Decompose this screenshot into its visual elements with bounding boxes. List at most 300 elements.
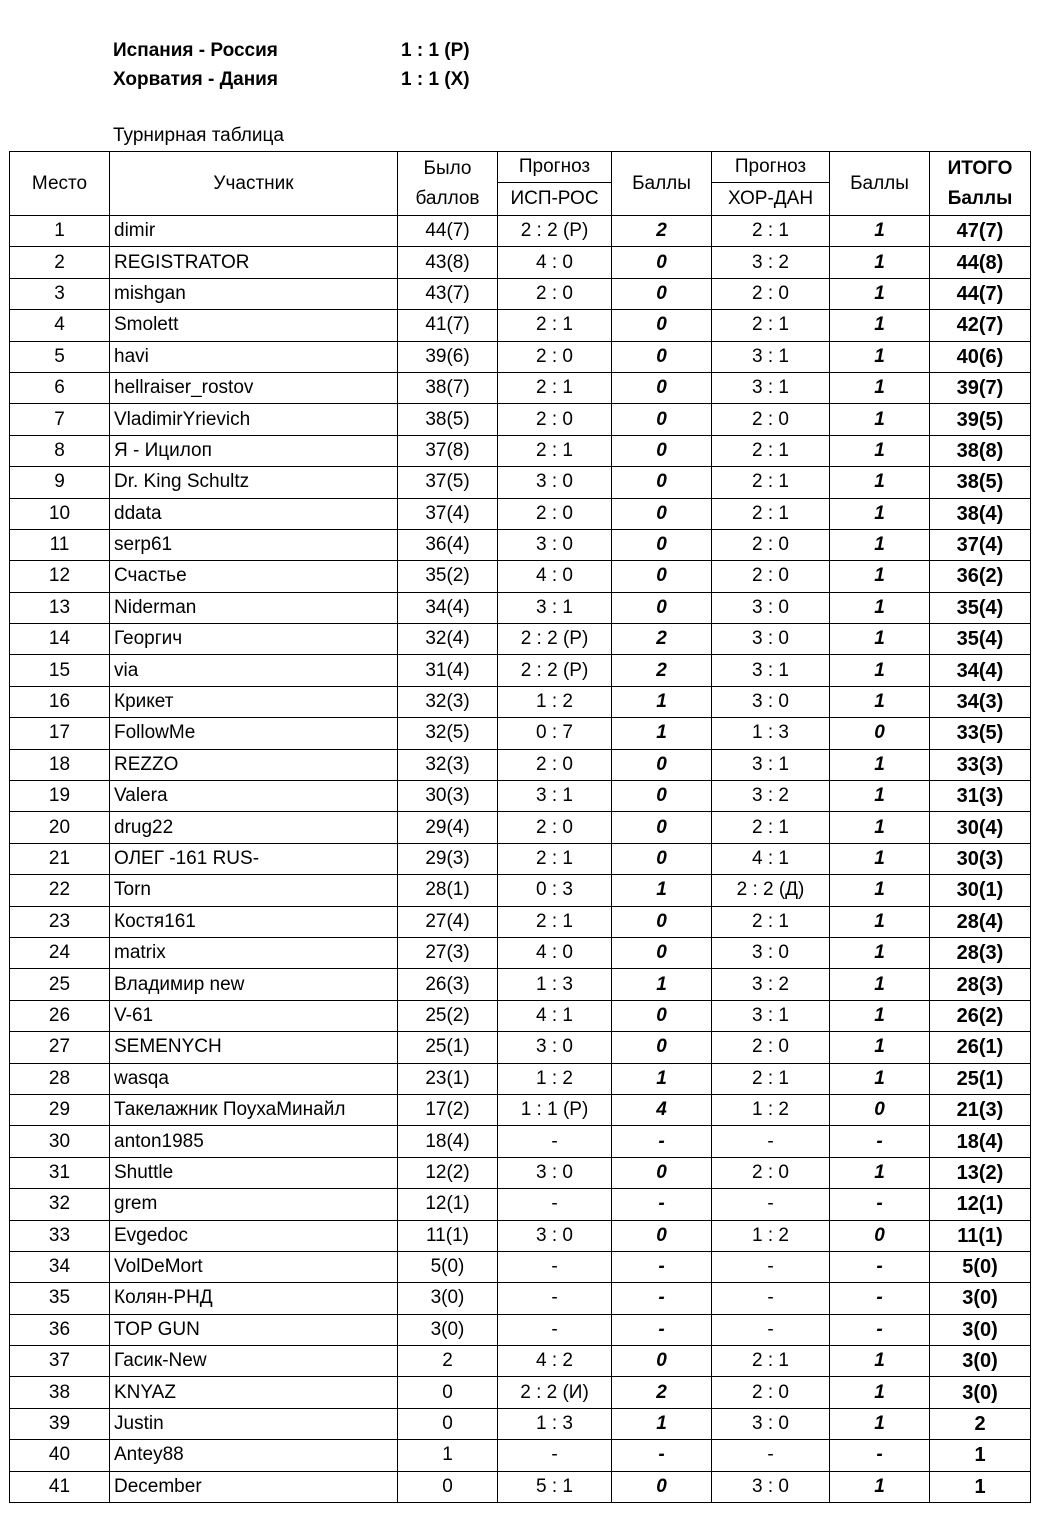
header-forecast2-match: ХОР-ДАН [712, 183, 830, 216]
points2-cell: 1 [830, 1000, 930, 1031]
had-points-cell: 27(4) [398, 906, 498, 937]
points2-cell: 1 [830, 561, 930, 592]
header-total-line2: Баллы [947, 187, 1013, 209]
points2-cell: 1 [830, 498, 930, 529]
points1-cell: 0 [612, 310, 712, 341]
participant-cell: December [110, 1471, 398, 1502]
points2-cell: 1 [830, 216, 930, 247]
forecast2-cell: 2 : 1 [712, 812, 830, 843]
points2-cell: - [830, 1440, 930, 1471]
table-row [10, 624, 1031, 655]
total-cell: 34(4) [930, 655, 1031, 686]
points2-cell: 1 [830, 937, 930, 968]
forecast1-cell: 2 : 1 [498, 906, 612, 937]
forecast2-cell: 2 : 1 [712, 310, 830, 341]
total-cell: 40(6) [930, 341, 1031, 372]
place-cell: 19 [10, 781, 110, 812]
table-row [10, 216, 1031, 247]
points2-cell: 1 [830, 1377, 930, 1408]
forecast1-cell: 3 : 0 [498, 1220, 612, 1251]
points1-cell: 0 [612, 1346, 712, 1377]
points1-cell: 0 [612, 435, 712, 466]
place-cell: 4 [10, 310, 110, 341]
participant-cell: Torn [110, 875, 398, 906]
participant-cell: ОЛЕГ -161 RUS- [110, 843, 398, 874]
points2-cell: 1 [830, 969, 930, 1000]
total-cell: 34(3) [930, 686, 1031, 717]
forecast1-cell: 2 : 1 [498, 435, 612, 466]
had-points-cell: 0 [398, 1471, 498, 1502]
forecast2-cell: 1 : 3 [712, 718, 830, 749]
table-row [10, 1000, 1031, 1031]
participant-cell: Niderman [110, 592, 398, 623]
forecast2-cell: - [712, 1251, 830, 1282]
total-cell: 28(4) [930, 906, 1031, 937]
forecast1-cell: 2 : 1 [498, 310, 612, 341]
total-cell: 28(3) [930, 969, 1031, 1000]
participant-cell: wasqa [110, 1063, 398, 1094]
points2-cell: 1 [830, 1157, 930, 1188]
header-points1: Баллы [612, 152, 712, 216]
table-row [10, 1251, 1031, 1282]
points1-cell: 2 [612, 624, 712, 655]
participant-cell: Гасик-New [110, 1346, 398, 1377]
had-points-cell: 25(2) [398, 1000, 498, 1031]
points2-cell: 1 [830, 529, 930, 560]
place-cell: 23 [10, 906, 110, 937]
place-cell: 25 [10, 969, 110, 1000]
forecast2-cell: 3 : 0 [712, 592, 830, 623]
forecast2-cell: 2 : 0 [712, 278, 830, 309]
total-cell: 38(4) [930, 498, 1031, 529]
forecast2-cell: - [712, 1283, 830, 1314]
forecast2-cell: 3 : 0 [712, 937, 830, 968]
participant-cell: dimir [110, 216, 398, 247]
points1-cell: 1 [612, 969, 712, 1000]
had-points-cell: 39(6) [398, 341, 498, 372]
header-total [930, 152, 1031, 216]
had-points-cell: 0 [398, 1377, 498, 1408]
points1-cell: 2 [612, 655, 712, 686]
place-cell: 26 [10, 1000, 110, 1031]
forecast1-cell: 4 : 0 [498, 937, 612, 968]
had-points-cell: 32(4) [398, 624, 498, 655]
match-result-1 [113, 36, 533, 65]
table-row [10, 843, 1031, 874]
total-cell: 3(0) [930, 1314, 1031, 1345]
total-cell: 21(3) [930, 1094, 1031, 1125]
forecast2-cell: - [712, 1314, 830, 1345]
forecast2-cell: 3 : 0 [712, 686, 830, 717]
points1-cell: 0 [612, 341, 712, 372]
header-had-line1: Было [423, 157, 472, 179]
match-results [113, 36, 533, 94]
points1-cell: 1 [612, 686, 712, 717]
place-cell: 29 [10, 1094, 110, 1125]
participant-cell: Я - Ицилоп [110, 435, 398, 466]
header-had-points [398, 152, 498, 216]
participant-cell: Evgedoc [110, 1220, 398, 1251]
points1-cell: 0 [612, 1157, 712, 1188]
forecast2-cell: 3 : 2 [712, 247, 830, 278]
points2-cell: 1 [830, 843, 930, 874]
participant-cell: Крикет [110, 686, 398, 717]
participant-cell: Владимир new [110, 969, 398, 1000]
points2-cell: 1 [830, 592, 930, 623]
forecast1-cell: 3 : 0 [498, 1157, 612, 1188]
points1-cell: 0 [612, 812, 712, 843]
place-cell: 12 [10, 561, 110, 592]
forecast1-cell: 5 : 1 [498, 1471, 612, 1502]
forecast1-cell: 3 : 0 [498, 467, 612, 498]
forecast2-cell: 2 : 1 [712, 216, 830, 247]
total-cell: 39(5) [930, 404, 1031, 435]
table-row [10, 1346, 1031, 1377]
points1-cell: 1 [612, 1063, 712, 1094]
participant-cell: serp61 [110, 529, 398, 560]
had-points-cell: 2 [398, 1346, 498, 1377]
forecast1-cell: 2 : 0 [498, 812, 612, 843]
points2-cell: 1 [830, 1063, 930, 1094]
forecast1-cell: 0 : 3 [498, 875, 612, 906]
had-points-cell: 41(7) [398, 310, 498, 341]
points1-cell: 0 [612, 247, 712, 278]
table-row [10, 969, 1031, 1000]
forecast2-cell: 2 : 1 [712, 467, 830, 498]
place-cell: 1 [10, 216, 110, 247]
match-teams: Хорватия - Дания [113, 69, 278, 90]
table-caption: Турнирная таблица [113, 125, 284, 146]
forecast1-cell: 4 : 1 [498, 1000, 612, 1031]
total-cell: 28(3) [930, 937, 1031, 968]
participant-cell: Dr. King Schultz [110, 467, 398, 498]
table-row [10, 875, 1031, 906]
had-points-cell: 27(3) [398, 937, 498, 968]
forecast2-cell: 4 : 1 [712, 843, 830, 874]
forecast1-cell: 4 : 0 [498, 247, 612, 278]
points2-cell: 1 [830, 310, 930, 341]
participant-cell: TOP GUN [110, 1314, 398, 1345]
forecast2-cell: 2 : 0 [712, 561, 830, 592]
participant-cell: mishgan [110, 278, 398, 309]
points1-cell: 0 [612, 529, 712, 560]
total-cell: 5(0) [930, 1251, 1031, 1282]
forecast2-cell: 2 : 0 [712, 1157, 830, 1188]
table-row [10, 1377, 1031, 1408]
place-cell: 35 [10, 1283, 110, 1314]
table-row [10, 1032, 1031, 1063]
table-row [10, 435, 1031, 466]
table-row [10, 781, 1031, 812]
total-cell: 44(8) [930, 247, 1031, 278]
forecast1-cell: 2 : 1 [498, 372, 612, 403]
place-cell: 36 [10, 1314, 110, 1345]
place-cell: 17 [10, 718, 110, 749]
points1-cell: 2 [612, 216, 712, 247]
place-cell: 7 [10, 404, 110, 435]
participant-cell: Justin [110, 1408, 398, 1439]
forecast1-cell: 2 : 0 [498, 404, 612, 435]
had-points-cell: 43(7) [398, 278, 498, 309]
table-row [10, 278, 1031, 309]
table-row [10, 467, 1031, 498]
total-cell: 2 [930, 1408, 1031, 1439]
forecast1-cell: 0 : 7 [498, 718, 612, 749]
place-cell: 20 [10, 812, 110, 843]
place-cell: 24 [10, 937, 110, 968]
forecast2-cell: 3 : 1 [712, 749, 830, 780]
participant-cell: Valera [110, 781, 398, 812]
table-header [10, 152, 1031, 216]
table-body [10, 216, 1031, 1503]
points1-cell: 0 [612, 404, 712, 435]
forecast2-cell: 3 : 0 [712, 624, 830, 655]
place-cell: 13 [10, 592, 110, 623]
had-points-cell: 29(4) [398, 812, 498, 843]
match-score: 1 : 1 (Р) [401, 40, 470, 61]
forecast1-cell: 3 : 1 [498, 592, 612, 623]
forecast1-cell: 1 : 3 [498, 1408, 612, 1439]
participant-cell: anton1985 [110, 1126, 398, 1157]
points1-cell: 1 [612, 1408, 712, 1439]
had-points-cell: 30(3) [398, 781, 498, 812]
place-cell: 33 [10, 1220, 110, 1251]
total-cell: 30(3) [930, 843, 1031, 874]
points2-cell: 1 [830, 341, 930, 372]
participant-cell: Георгич [110, 624, 398, 655]
points2-cell: 1 [830, 467, 930, 498]
place-cell: 39 [10, 1408, 110, 1439]
points2-cell: 1 [830, 404, 930, 435]
participant-cell: matrix [110, 937, 398, 968]
forecast1-cell: 2 : 2 (И) [498, 1377, 612, 1408]
total-cell: 3(0) [930, 1283, 1031, 1314]
place-cell: 28 [10, 1063, 110, 1094]
table-row [10, 529, 1031, 560]
had-points-cell: 17(2) [398, 1094, 498, 1125]
place-cell: 11 [10, 529, 110, 560]
participant-cell: Smolett [110, 310, 398, 341]
table-row [10, 718, 1031, 749]
points2-cell: - [830, 1126, 930, 1157]
participant-cell: hellraiser_rostov [110, 372, 398, 403]
total-cell: 18(4) [930, 1126, 1031, 1157]
had-points-cell: 23(1) [398, 1063, 498, 1094]
forecast1-cell: 2 : 2 (Р) [498, 216, 612, 247]
total-cell: 1 [930, 1471, 1031, 1502]
points1-cell: 2 [612, 1377, 712, 1408]
total-cell: 3(0) [930, 1346, 1031, 1377]
points2-cell: 1 [830, 278, 930, 309]
place-cell: 3 [10, 278, 110, 309]
points1-cell: 1 [612, 718, 712, 749]
forecast2-cell: 3 : 2 [712, 781, 830, 812]
forecast2-cell: 2 : 0 [712, 1377, 830, 1408]
had-points-cell: 44(7) [398, 216, 498, 247]
had-points-cell: 37(5) [398, 467, 498, 498]
header-forecast1-match: ИСП-РОС [498, 183, 612, 216]
points2-cell: - [830, 1283, 930, 1314]
points1-cell: 1 [612, 875, 712, 906]
points1-cell: 0 [612, 592, 712, 623]
forecast1-cell: 2 : 0 [498, 749, 612, 780]
forecast2-cell: 1 : 2 [712, 1094, 830, 1125]
forecast1-cell: 1 : 1 (Р) [498, 1094, 612, 1125]
points2-cell: 1 [830, 875, 930, 906]
forecast1-cell: - [498, 1189, 612, 1220]
place-cell: 5 [10, 341, 110, 372]
place-cell: 8 [10, 435, 110, 466]
total-cell: 47(7) [930, 216, 1031, 247]
forecast1-cell: 1 : 3 [498, 969, 612, 1000]
participant-cell: grem [110, 1189, 398, 1220]
table-row [10, 561, 1031, 592]
place-cell: 2 [10, 247, 110, 278]
forecast2-cell: - [712, 1126, 830, 1157]
had-points-cell: 37(8) [398, 435, 498, 466]
had-points-cell: 25(1) [398, 1032, 498, 1063]
points2-cell: 1 [830, 812, 930, 843]
place-cell: 16 [10, 686, 110, 717]
table-row [10, 1063, 1031, 1094]
points2-cell: 1 [830, 1471, 930, 1502]
points2-cell: 1 [830, 372, 930, 403]
forecast2-cell: 3 : 1 [712, 372, 830, 403]
participant-cell: ddata [110, 498, 398, 529]
participant-cell: REZZO [110, 749, 398, 780]
forecast2-cell: 2 : 1 [712, 906, 830, 937]
forecast2-cell: 3 : 2 [712, 969, 830, 1000]
table-row [10, 1094, 1031, 1125]
forecast2-cell: 2 : 2 (Д) [712, 875, 830, 906]
forecast2-cell: 1 : 2 [712, 1220, 830, 1251]
total-cell: 30(4) [930, 812, 1031, 843]
total-cell: 37(4) [930, 529, 1031, 560]
had-points-cell: 12(2) [398, 1157, 498, 1188]
table-row [10, 1220, 1031, 1251]
match-result-2 [113, 65, 533, 94]
participant-cell: via [110, 655, 398, 686]
forecast1-cell: - [498, 1314, 612, 1345]
participant-cell: Костя161 [110, 906, 398, 937]
forecast1-cell: 4 : 0 [498, 561, 612, 592]
total-cell: 26(1) [930, 1032, 1031, 1063]
participant-cell: drug22 [110, 812, 398, 843]
table-row [10, 1471, 1031, 1502]
had-points-cell: 3(0) [398, 1314, 498, 1345]
participant-cell: KNYAZ [110, 1377, 398, 1408]
had-points-cell: 38(5) [398, 404, 498, 435]
header-points2: Баллы [830, 152, 930, 216]
had-points-cell: 28(1) [398, 875, 498, 906]
participant-cell: V-61 [110, 1000, 398, 1031]
total-cell: 38(8) [930, 435, 1031, 466]
had-points-cell: 37(4) [398, 498, 498, 529]
points1-cell: 0 [612, 1220, 712, 1251]
forecast2-cell: 3 : 1 [712, 655, 830, 686]
total-cell: 3(0) [930, 1377, 1031, 1408]
place-cell: 10 [10, 498, 110, 529]
table-row [10, 906, 1031, 937]
place-cell: 9 [10, 467, 110, 498]
forecast1-cell: 2 : 2 (Р) [498, 624, 612, 655]
points2-cell: 1 [830, 655, 930, 686]
had-points-cell: 32(3) [398, 749, 498, 780]
points1-cell: - [612, 1126, 712, 1157]
place-cell: 38 [10, 1377, 110, 1408]
table-row [10, 1126, 1031, 1157]
match-teams: Испания - Россия [113, 40, 278, 61]
total-cell: 35(4) [930, 592, 1031, 623]
table-row [10, 655, 1031, 686]
forecast1-cell: 2 : 0 [498, 341, 612, 372]
had-points-cell: 11(1) [398, 1220, 498, 1251]
had-points-cell: 26(3) [398, 969, 498, 1000]
had-points-cell: 32(5) [398, 718, 498, 749]
place-cell: 37 [10, 1346, 110, 1377]
participant-cell: Счастье [110, 561, 398, 592]
participant-cell: Колян-РНД [110, 1283, 398, 1314]
forecast1-cell: 3 : 0 [498, 1032, 612, 1063]
points2-cell: 1 [830, 906, 930, 937]
total-cell: 44(7) [930, 278, 1031, 309]
place-cell: 18 [10, 749, 110, 780]
total-cell: 26(2) [930, 1000, 1031, 1031]
forecast1-cell: - [498, 1251, 612, 1282]
forecast2-cell: - [712, 1440, 830, 1471]
table-row [10, 937, 1031, 968]
points1-cell: 0 [612, 906, 712, 937]
had-points-cell: 31(4) [398, 655, 498, 686]
table-row [10, 1157, 1031, 1188]
forecast2-cell: 2 : 0 [712, 404, 830, 435]
forecast1-cell: 2 : 2 (Р) [498, 655, 612, 686]
forecast2-cell: 3 : 1 [712, 341, 830, 372]
table-row [10, 1408, 1031, 1439]
forecast2-cell: 3 : 1 [712, 1000, 830, 1031]
had-points-cell: 35(2) [398, 561, 498, 592]
table-row [10, 1314, 1031, 1345]
place-cell: 40 [10, 1440, 110, 1471]
forecast1-cell: 1 : 2 [498, 686, 612, 717]
points1-cell: 0 [612, 1032, 712, 1063]
points2-cell: - [830, 1314, 930, 1345]
total-cell: 36(2) [930, 561, 1031, 592]
total-cell: 12(1) [930, 1189, 1031, 1220]
table-row [10, 310, 1031, 341]
total-cell: 11(1) [930, 1220, 1031, 1251]
participant-cell: VladimirYrievich [110, 404, 398, 435]
total-cell: 39(7) [930, 372, 1031, 403]
table-row [10, 1189, 1031, 1220]
points1-cell: - [612, 1440, 712, 1471]
points1-cell: 0 [612, 498, 712, 529]
had-points-cell: 0 [398, 1408, 498, 1439]
forecast1-cell: 2 : 1 [498, 843, 612, 874]
table-row [10, 341, 1031, 372]
points2-cell: - [830, 1189, 930, 1220]
points2-cell: - [830, 1251, 930, 1282]
points1-cell: 0 [612, 467, 712, 498]
points1-cell: 0 [612, 749, 712, 780]
had-points-cell: 34(4) [398, 592, 498, 623]
place-cell: 22 [10, 875, 110, 906]
total-cell: 1 [930, 1440, 1031, 1471]
forecast1-cell: 4 : 2 [498, 1346, 612, 1377]
total-cell: 38(5) [930, 467, 1031, 498]
table-row [10, 812, 1031, 843]
forecast2-cell: 2 : 0 [712, 1032, 830, 1063]
